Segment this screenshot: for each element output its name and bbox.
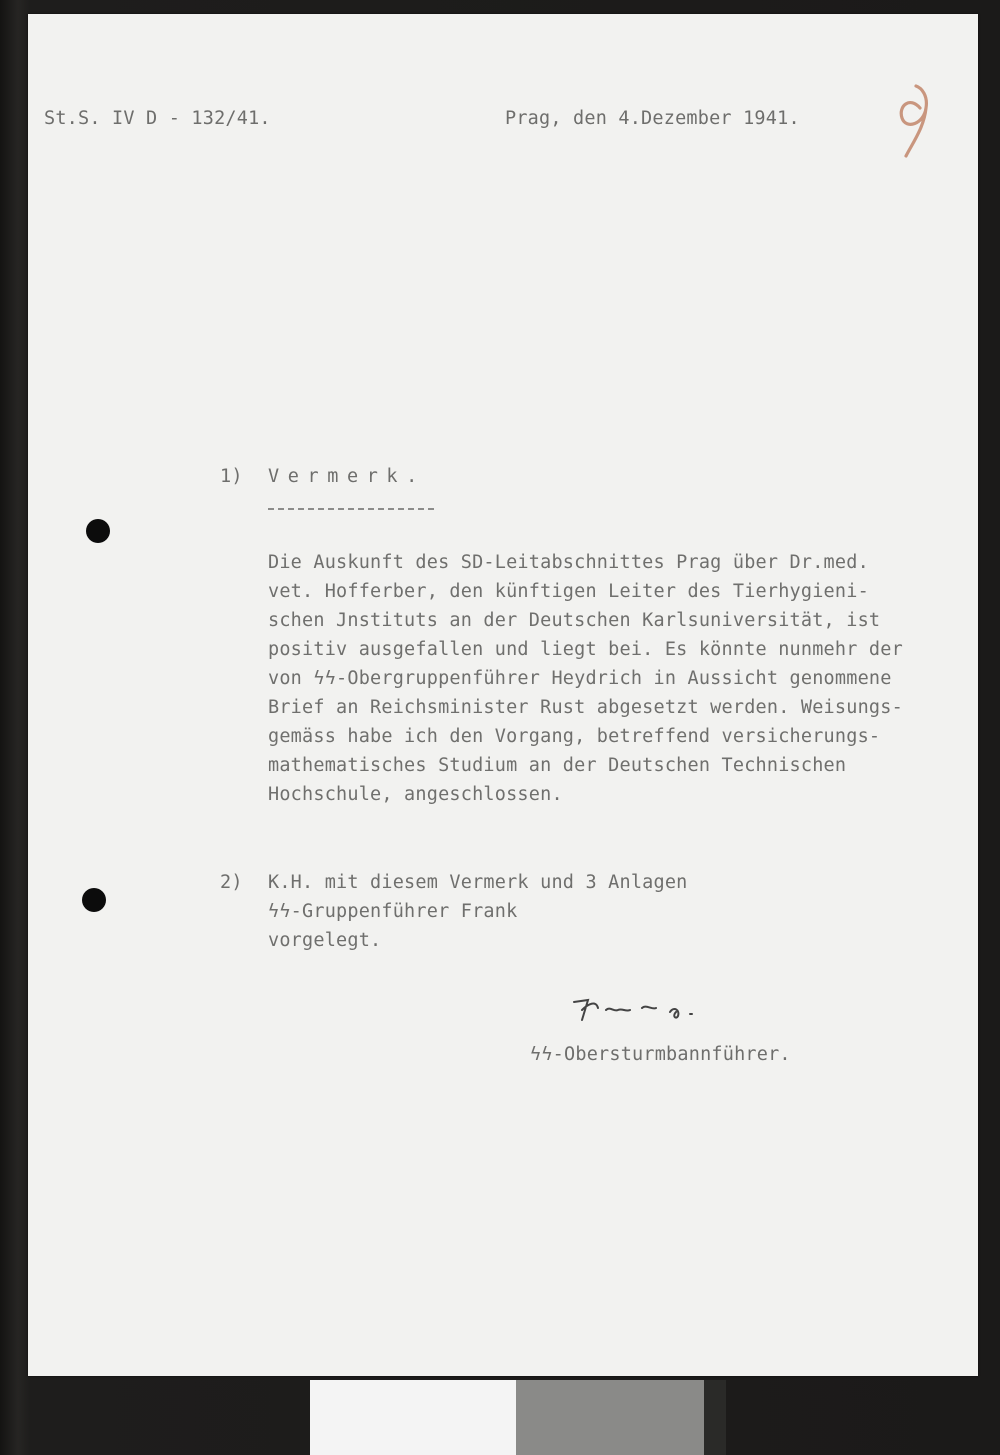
forwarding-line: vorgelegt.	[268, 930, 382, 951]
paragraph-line: positiv ausgefallen und liegt bei. Es könnte nunmehr der	[268, 639, 903, 660]
folio-number-handwritten	[880, 78, 950, 168]
punch-hole	[82, 888, 106, 912]
heading-underline	[268, 508, 434, 510]
paragraph-line: mathematisches Studium an der Deutschen Technischen	[268, 755, 847, 776]
color-strip-white	[310, 1380, 516, 1455]
forwarding-line: K.H. mit diesem Vermerk und 3 Anlagen	[268, 872, 688, 893]
color-strip-gray	[516, 1380, 704, 1455]
paragraph-line: gemäss habe ich den Vorgang, betreffend versicherungs-	[268, 726, 881, 747]
paragraph-line: Brief an Reichsminister Rust abgesetzt werden. Weisungs-	[268, 697, 903, 718]
note-heading: Vermerk.	[268, 466, 426, 487]
place-date: Prag, den 4.Dezember 1941.	[505, 108, 800, 129]
signatory-rank: ϟϟ-Obersturmbannführer.	[530, 1044, 791, 1065]
forwarding-line: ϟϟ-Gruppenführer Frank	[268, 901, 518, 922]
paragraph-line: Hochschule, angeschlossen.	[268, 784, 563, 805]
paragraph-line: schen Jnstituts an der Deutschen Karlsuniversität, ist	[268, 610, 881, 631]
paragraph-line: von ϟϟ-Obergruppenführer Heydrich in Aussicht genommene	[268, 668, 892, 689]
item-number-1: 1)	[220, 466, 243, 487]
color-strip-dark	[704, 1380, 726, 1455]
item-number-2: 2)	[220, 872, 243, 893]
reference-number: St.S. IV D - 132/41.	[44, 108, 271, 129]
paragraph-line: vet. Hofferber, den künftigen Leiter des Tierhygieni-	[268, 581, 869, 602]
paragraph-line: Die Auskunft des SD-Leitabschnittes Prag über Dr.med.	[268, 552, 869, 573]
handwritten-signature	[566, 990, 716, 1030]
folio-number-text: 9	[880, 78, 881, 79]
document-page	[28, 14, 978, 1376]
punch-hole	[86, 519, 110, 543]
